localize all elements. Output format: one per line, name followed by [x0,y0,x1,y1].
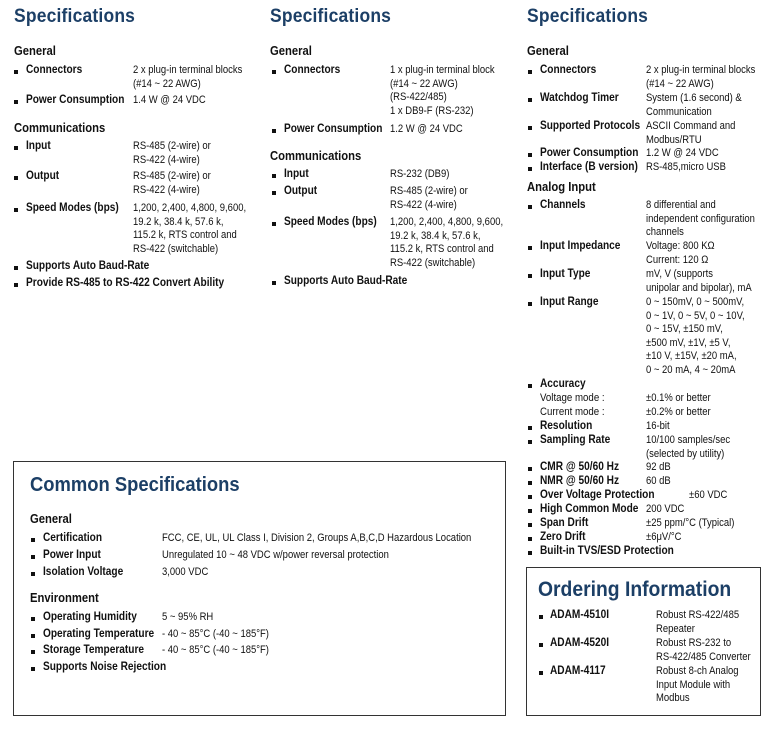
col1-title: Specifications [14,6,136,27]
bullet [31,538,35,542]
col3-general-heading: General [527,44,569,58]
bullet [528,70,532,74]
col1-general-heading: General [14,44,56,58]
col3-ovp-value: ±60 VDC [689,489,728,501]
bullet [14,208,18,212]
col3-interface-value: RS-485,micro USB [646,161,726,173]
col3-interface-label: Interface (B version) [540,161,638,173]
col1-convert: Provide RS-485 to RS-422 Convert Ability [26,277,225,289]
bullet [528,167,532,171]
col3-protocols-label: Supported Protocols [540,120,641,132]
col1-comm-heading: Communications [14,121,106,135]
col3-connectors-label: Connectors [540,64,597,76]
common-power-label: Power Input [43,549,101,561]
bullet [272,191,276,195]
col3-protocols-value: ASCII Command and Modbus/RTU [646,120,736,146]
col3-span-value: ±25 ppm/°C (Typical) [646,517,735,529]
col3-accuracy-label: Accuracy [540,378,586,390]
col3-impedance-label: Input Impedance [540,240,621,252]
col1-connectors-label: Connectors [26,64,83,76]
col2-output-label: Output [284,185,318,197]
ordering-model: ADAM-4510I [550,609,610,621]
col2-speed-value: 1,200, 2,400, 4,800, 9,600, 19.2 k, 38.4 k, 57.6 k, 115.2 k, RTS control and RS-422 (switchable) [390,216,504,269]
col2-power-label: Power Consumption [284,123,383,135]
col1-input-value: RS-485 (2-wire) or RS-422 (4-wire) [133,140,211,166]
col2-comm-heading: Communications [270,149,362,163]
col3-tvs: Built-in TVS/ESD Protection [540,545,674,557]
bullet [528,426,532,430]
ordering-desc: Robust RS-422/485 Repeater [656,609,740,635]
col3-cmr-value: 92 dB [646,461,671,473]
ordering-desc: Robust RS-232 to RS-422/485 Converter [656,637,751,663]
bullet [14,266,18,270]
common-specs-box [13,461,506,716]
bullet [528,537,532,541]
col3-nmr-label: NMR @ 50/60 Hz [540,475,620,487]
col2-baud: Supports Auto Baud-Rate [284,275,408,287]
col3-current-mode-label: Current mode : [540,406,605,418]
common-iso-label: Isolation Voltage [43,566,124,578]
col1-speed-label: Speed Modes (bps) [26,202,119,214]
col2-input-value: RS-232 (DB9) [390,168,450,180]
bullet [528,274,532,278]
col3-channels-label: Channels [540,199,586,211]
bullet [539,643,543,647]
bullet [539,671,543,675]
bullet [528,440,532,444]
col3-connectors-value: 2 x plug-in terminal blocks (#14 ~ 22 AWG) [646,64,756,90]
col3-channels-value: 8 differential and independent configuration channels [646,199,755,238]
ordering-desc: Robust 8-ch Analog Input Module with Modbus [656,665,739,704]
bullet [528,551,532,555]
col3-cmr-label: CMR @ 50/60 Hz [540,461,620,473]
common-optemp-label: Operating Temperature [43,628,155,640]
common-humidity-value: 5 ~ 95% RH [162,611,214,623]
col2-output-value: RS-485 (2-wire) or RS-422 (4-wire) [390,185,468,211]
col3-ovp-label: Over Voltage Protection [540,489,655,501]
col3-voltage-mode-label: Voltage mode : [540,392,605,404]
common-general-heading: General [30,512,72,526]
col3-span-label: Span Drift [540,517,589,529]
common-iso-value: 3,000 VDC [162,566,209,578]
common-power-value: Unregulated 10 ~ 48 VDC w/power reversal protection [162,549,389,561]
col1-connectors-value: 2 x plug-in terminal blocks (#14 ~ 22 AWG) [133,64,243,90]
bullet [528,384,532,388]
common-title: Common Specifications [30,474,240,496]
common-humidity-label: Operating Humidity [43,611,137,623]
col3-hcm-value: 200 VDC [646,503,685,515]
col3-type-label: Input Type [540,268,591,280]
bullet [31,667,35,671]
col3-power-label: Power Consumption [540,147,639,159]
bullet [528,246,532,250]
col3-range-value: 0 ~ 150mV, 0 ~ 500mV, 0 ~ 1V, 0 ~ 5V, 0 ~ 10V, 0 ~ 15V, ±150 mV, ±500 mV, ±1V, ±5 V, ±10 V, ±15V, ±20 mA, 0 ~ 20 mA, 4 ~ 20mA [646,296,745,376]
bullet [31,555,35,559]
bullet [528,98,532,102]
bullet [528,495,532,499]
col1-speed-value: 1,200, 2,400, 4,800, 9,600, 19.2 k, 38.4 k, 57.6 k, 115.2 k, RTS control and RS-422 (switchable) [133,202,247,255]
bullet [14,176,18,180]
col3-zero-value: ±6μV/°C [646,531,682,543]
col1-output-label: Output [26,170,60,182]
col3-range-label: Input Range [540,296,599,308]
bullet [14,100,18,104]
col3-sampling-label: Sampling Rate [540,434,611,446]
common-noise: Supports Noise Rejection [43,661,167,673]
bullet [528,523,532,527]
bullet [14,70,18,74]
common-cert-value: FCC, CE, UL, UL Class I, Division 2, Groups A,B,C,D Hazardous Location [162,532,472,544]
col3-type-value: mV, V (supports unipolar and bipolar), mA [646,268,752,294]
col2-speed-label: Speed Modes (bps) [284,216,377,228]
bullet [528,481,532,485]
col2-title: Specifications [270,6,392,27]
col3-resolution-label: Resolution [540,420,593,432]
ordering-model: ADAM-4117 [550,665,606,677]
bullet [528,302,532,306]
common-env-heading: Environment [30,591,99,605]
col3-resolution-value: 16-bit [646,420,670,432]
bullet [14,283,18,287]
col3-current-mode-value: ±0.2% or better [646,406,711,418]
bullet [31,572,35,576]
col2-connectors-value: 1 x plug-in terminal block (#14 ~ 22 AWG) (RS-422/485) 1 x DB9-F (RS-232) [390,64,495,117]
common-optemp-value: - 40 ~ 85°C (-40 ~ 185°F) [162,628,269,640]
bullet [528,509,532,513]
col3-power-value: 1.2 W @ 24 VDC [646,147,719,159]
ordering-title: Ordering Information [538,578,732,601]
col1-baud: Supports Auto Baud-Rate [26,260,150,272]
bullet [272,129,276,133]
col2-power-value: 1.2 W @ 24 VDC [390,123,463,135]
col2-input-label: Input [284,168,309,180]
col3-title: Specifications [527,6,649,27]
col3-impedance-value: Voltage: 800 KΩ Current: 120 Ω [646,240,715,266]
col1-power-label: Power Consumption [26,94,125,106]
ordering-model: ADAM-4520I [550,637,610,649]
common-sttemp-label: Storage Temperature [43,644,145,656]
common-cert-label: Certification [43,532,103,544]
col2-general-heading: General [270,44,312,58]
bullet [528,205,532,209]
col3-analog-heading: Analog Input [527,180,596,194]
bullet [272,222,276,226]
col1-output-value: RS-485 (2-wire) or RS-422 (4-wire) [133,170,211,196]
bullet [31,617,35,621]
bullet [31,650,35,654]
col3-watchdog-value: System (1.6 second) & Communication [646,92,742,118]
bullet [528,153,532,157]
bullet [272,281,276,285]
col3-hcm-label: High Common Mode [540,503,639,515]
bullet [528,126,532,130]
col3-sampling-value: 10/100 samples/sec (selected by utility) [646,434,731,460]
col1-power-value: 1.4 W @ 24 VDC [133,94,206,106]
bullet [528,467,532,471]
bullet [539,615,543,619]
common-sttemp-value: - 40 ~ 85°C (-40 ~ 185°F) [162,644,269,656]
col2-connectors-label: Connectors [284,64,341,76]
col3-voltage-mode-value: ±0.1% or better [646,392,711,404]
col3-watchdog-label: Watchdog Timer [540,92,619,104]
bullet [14,146,18,150]
bullet [272,174,276,178]
bullet [31,634,35,638]
col1-input-label: Input [26,140,51,152]
bullet [272,70,276,74]
col3-nmr-value: 60 dB [646,475,671,487]
col3-zero-label: Zero Drift [540,531,586,543]
